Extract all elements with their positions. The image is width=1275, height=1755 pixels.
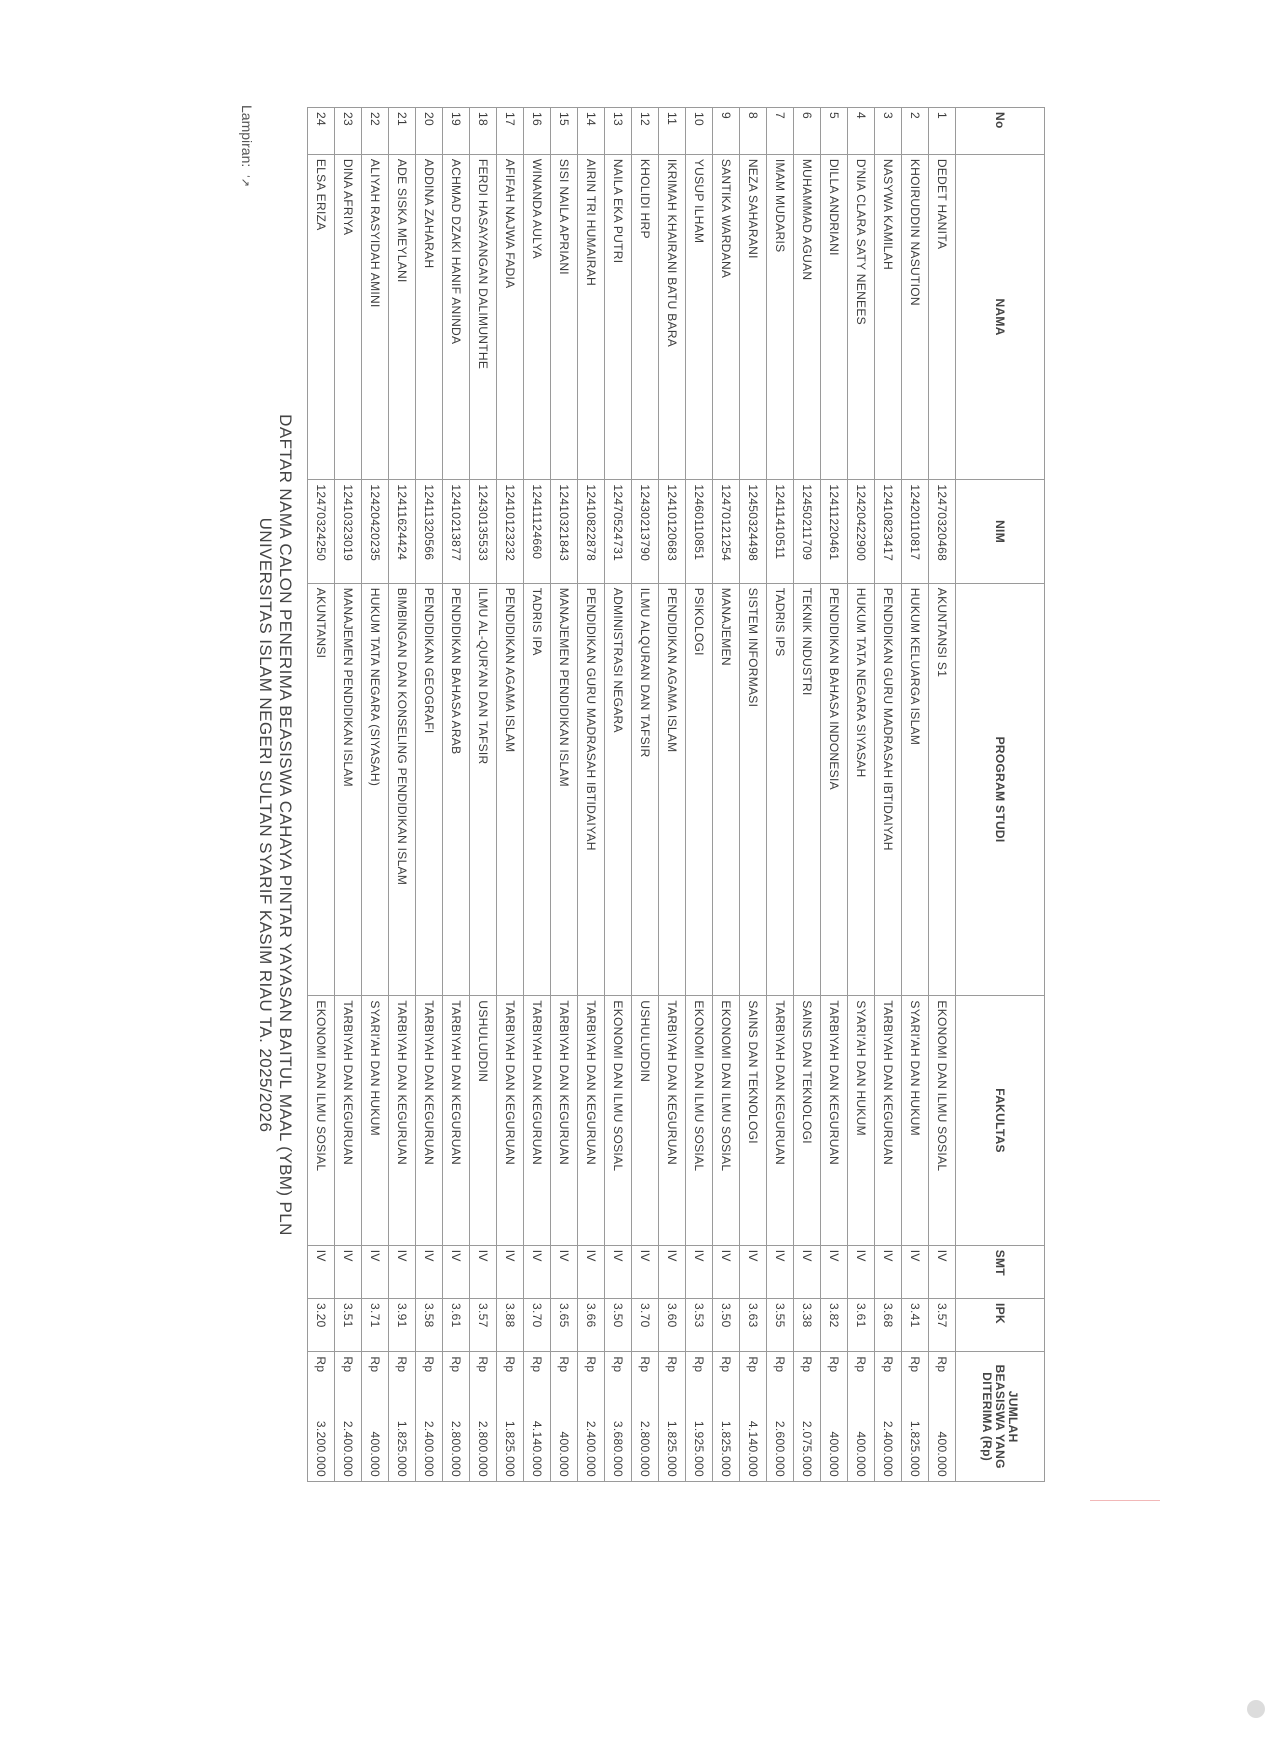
currency-label: Rp xyxy=(935,1356,949,1373)
cell-smt: IV xyxy=(497,1245,524,1298)
currency-label: Rp xyxy=(665,1356,679,1373)
table-body xyxy=(308,108,956,1482)
cell-smt: IV xyxy=(470,1245,497,1298)
amount-value: 1.825.000 xyxy=(719,1420,733,1477)
table-row xyxy=(443,108,470,1482)
cell-ipk: 3.20 xyxy=(308,1299,335,1352)
cell-program-studi: MANAJEMEN xyxy=(713,583,740,996)
cell-nim: 12410123232 xyxy=(497,480,524,583)
header-fakultas: FAKULTAS xyxy=(956,996,1045,1245)
currency-label: Rp xyxy=(773,1356,787,1373)
amount-value: 1.925.000 xyxy=(692,1420,706,1477)
cell-smt: IV xyxy=(740,1245,767,1298)
cell-no: 20 xyxy=(416,108,443,155)
cell-fakultas: SYARI'AH DAN HUKUM xyxy=(902,996,929,1245)
table-row xyxy=(578,108,605,1482)
cell-smt: IV xyxy=(659,1245,686,1298)
currency-label: Rp xyxy=(449,1356,463,1373)
cell-smt: IV xyxy=(929,1245,956,1298)
cell-nim: 12420110817 xyxy=(902,480,929,583)
cell-jumlah xyxy=(470,1352,497,1482)
cell-nama: WINANDA AULYA xyxy=(524,154,551,480)
cell-ipk: 3.50 xyxy=(605,1299,632,1352)
cell-nama: ADE SISKA MEYLANI xyxy=(389,154,416,480)
cell-fakultas: USHULUDDIN xyxy=(470,996,497,1245)
currency-label: Rp xyxy=(638,1356,652,1373)
amount-value: 2.400.000 xyxy=(881,1420,895,1477)
cell-ipk: 3.82 xyxy=(821,1299,848,1352)
cell-ipk: 3.70 xyxy=(632,1299,659,1352)
cell-program-studi: PSIKOLOGI xyxy=(686,583,713,996)
cell-ipk: 3.91 xyxy=(389,1299,416,1352)
cell-program-studi: ILMU AL-QUR'AN DAN TAFSIR xyxy=(470,583,497,996)
cell-program-studi: TADRIS IPA xyxy=(524,583,551,996)
table-row xyxy=(551,108,578,1482)
cell-program-studi: PENDIDIKAN GURU MADRASAH IBTIDAIYAH xyxy=(578,583,605,996)
cell-jumlah xyxy=(821,1352,848,1482)
cell-nim: 12410323019 xyxy=(335,480,362,583)
cell-no: 24 xyxy=(308,108,335,155)
cell-jumlah xyxy=(659,1352,686,1482)
cell-nama: ACHMAD DZAKI HANIF ANINDA xyxy=(443,154,470,480)
cell-jumlah xyxy=(578,1352,605,1482)
cell-program-studi: ADMINISTRASI NEGARA xyxy=(605,583,632,996)
currency-label: Rp xyxy=(368,1356,382,1373)
cell-fakultas: TARBIYAH DAN KEGURUAN xyxy=(551,996,578,1245)
cell-nama: FERDI HASAYANGAN DALIMUNTHE xyxy=(470,154,497,480)
cell-smt: IV xyxy=(416,1245,443,1298)
cell-ipk: 3.51 xyxy=(335,1299,362,1352)
cell-no: 9 xyxy=(713,108,740,155)
cell-program-studi: HUKUM KELUARGA ISLAM xyxy=(902,583,929,996)
table-row xyxy=(389,108,416,1482)
cell-nama: ALIYAH RASYIDAH AMINI xyxy=(362,154,389,480)
cell-program-studi: PENDIDIKAN AGAMA ISLAM xyxy=(497,583,524,996)
currency-label: Rp xyxy=(908,1356,922,1373)
table-row xyxy=(821,108,848,1482)
cell-jumlah xyxy=(875,1352,902,1482)
cell-fakultas: SAINS DAN TEKNOLOGI xyxy=(740,996,767,1245)
currency-label: Rp xyxy=(557,1356,571,1373)
cell-program-studi: PENDIDIKAN GEOGRAFI xyxy=(416,583,443,996)
cell-fakultas: EKONOMI DAN ILMU SOSIAL xyxy=(605,996,632,1245)
cell-smt: IV xyxy=(713,1245,740,1298)
cell-smt: IV xyxy=(524,1245,551,1298)
currency-label: Rp xyxy=(584,1356,598,1373)
table-row xyxy=(902,108,929,1482)
cell-nama: SISI NAILA APRIANI xyxy=(551,154,578,480)
cell-fakultas: EKONOMI DAN ILMU SOSIAL xyxy=(713,996,740,1245)
cell-program-studi: TEKNIK INDUSTRI xyxy=(794,583,821,996)
cell-jumlah xyxy=(848,1352,875,1482)
table-row xyxy=(848,108,875,1482)
red-mark xyxy=(1090,1500,1160,1501)
cell-fakultas: TARBIYAH DAN KEGURUAN xyxy=(524,996,551,1245)
cell-fakultas: SYARI'AH DAN HUKUM xyxy=(362,996,389,1245)
cell-jumlah xyxy=(416,1352,443,1482)
cell-nim: 12410321843 xyxy=(551,480,578,583)
amount-value: 400.000 xyxy=(368,1431,382,1477)
cell-program-studi: HUKUM TATA NEGARA (SIYASAH) xyxy=(362,583,389,996)
cell-program-studi: MANAJEMEN PENDIDIKAN ISLAM xyxy=(335,583,362,996)
cell-nama: KHOIRUDDIN NASUTION xyxy=(902,154,929,480)
cell-no: 21 xyxy=(389,108,416,155)
cell-smt: IV xyxy=(902,1245,929,1298)
cell-jumlah xyxy=(605,1352,632,1482)
table-row xyxy=(767,108,794,1482)
lampiran-label xyxy=(239,105,255,187)
table-row xyxy=(362,108,389,1482)
cell-program-studi: TADRIS IPS xyxy=(767,583,794,996)
cell-nim: 12411320566 xyxy=(416,480,443,583)
cell-no: 5 xyxy=(821,108,848,155)
cell-smt: IV xyxy=(362,1245,389,1298)
table-row xyxy=(929,108,956,1482)
cell-no: 11 xyxy=(659,108,686,155)
table-row xyxy=(605,108,632,1482)
cell-fakultas: EKONOMI DAN ILMU SOSIAL xyxy=(308,996,335,1245)
cell-fakultas: USHULUDDIN xyxy=(632,996,659,1245)
amount-value: 400.000 xyxy=(557,1431,571,1477)
cell-smt: IV xyxy=(551,1245,578,1298)
cell-nim: 12430135533 xyxy=(470,480,497,583)
cell-program-studi: HUKUM TATA NEGARA SIYASAH xyxy=(848,583,875,996)
cell-fakultas: SYARI'AH DAN HUKUM xyxy=(848,996,875,1245)
cell-fakultas: SAINS DAN TEKNOLOGI xyxy=(794,996,821,1245)
lampiran-text: Lampiran: xyxy=(239,105,255,168)
cell-ipk: 3.58 xyxy=(416,1299,443,1352)
amount-value: 1.825.000 xyxy=(908,1420,922,1477)
cell-smt: IV xyxy=(632,1245,659,1298)
cell-program-studi: MANAJEMEN PENDIDIKAN ISLAM xyxy=(551,583,578,996)
table-row xyxy=(308,108,335,1482)
amount-value: 4.140.000 xyxy=(746,1420,760,1477)
cell-nim: 12420420235 xyxy=(362,480,389,583)
cell-smt: IV xyxy=(848,1245,875,1298)
cell-jumlah xyxy=(362,1352,389,1482)
cell-jumlah xyxy=(713,1352,740,1482)
cell-smt: IV xyxy=(578,1245,605,1298)
cell-smt: IV xyxy=(308,1245,335,1298)
table-row xyxy=(632,108,659,1482)
currency-label: Rp xyxy=(854,1356,868,1373)
document-title-line1: DAFTAR NAMA CALON PENERIMA BEASISWA CAHAYA PINTAR YAYASAN BAITUL MAAL (YBM) PLN xyxy=(276,414,295,1236)
currency-label: Rp xyxy=(314,1356,328,1373)
cell-nim: 12470524731 xyxy=(605,480,632,583)
amount-value: 2.400.000 xyxy=(584,1420,598,1477)
amount-value: 2.800.000 xyxy=(638,1420,652,1477)
cell-ipk: 3.57 xyxy=(470,1299,497,1352)
table-row xyxy=(794,108,821,1482)
cell-nim: 12470121254 xyxy=(713,480,740,583)
currency-label: Rp xyxy=(422,1356,436,1373)
cell-nim: 12410213877 xyxy=(443,480,470,583)
cell-jumlah xyxy=(335,1352,362,1482)
cell-smt: IV xyxy=(389,1245,416,1298)
amount-value: 400.000 xyxy=(854,1431,868,1477)
cell-program-studi: AKUNTANSI xyxy=(308,583,335,996)
amount-value: 3.680.000 xyxy=(611,1420,625,1477)
cell-no: 13 xyxy=(605,108,632,155)
header-jumlah: JUMLAH BEASISWA YANG DITERIMA (Rp) xyxy=(956,1352,1045,1482)
table-row xyxy=(335,108,362,1482)
cell-jumlah xyxy=(632,1352,659,1482)
cell-ipk: 3.88 xyxy=(497,1299,524,1352)
cell-nim: 12470320468 xyxy=(929,480,956,583)
cell-smt: IV xyxy=(605,1245,632,1298)
cell-program-studi: SISTEM INFORMASI xyxy=(740,583,767,996)
table-row xyxy=(416,108,443,1482)
cell-no: 2 xyxy=(902,108,929,155)
cell-fakultas: TARBIYAH DAN KEGURUAN xyxy=(659,996,686,1245)
cell-nim: 12460110851 xyxy=(686,480,713,583)
cell-nim: 12411124660 xyxy=(524,480,551,583)
cell-ipk: 3.57 xyxy=(929,1299,956,1352)
cell-nama: ELSA ERIZA xyxy=(308,154,335,480)
cell-no: 12 xyxy=(632,108,659,155)
scholarship-table xyxy=(307,107,1045,1482)
handwritten-mark: ʻ↗ xyxy=(239,175,251,187)
cell-nama: SANTIKA WARDANA xyxy=(713,154,740,480)
cell-ipk: 3.38 xyxy=(794,1299,821,1352)
cell-jumlah xyxy=(308,1352,335,1482)
cell-ipk: 3.50 xyxy=(713,1299,740,1352)
currency-label: Rp xyxy=(827,1356,841,1373)
currency-label: Rp xyxy=(746,1356,760,1373)
cell-nama: DEDET HANITA xyxy=(929,154,956,480)
cell-no: 23 xyxy=(335,108,362,155)
currency-label: Rp xyxy=(719,1356,733,1373)
cell-no: 1 xyxy=(929,108,956,155)
amount-value: 4.140.000 xyxy=(530,1420,544,1477)
table-header-row xyxy=(956,108,1045,1482)
cell-jumlah xyxy=(929,1352,956,1482)
document-title-line2: UNIVERSITAS ISLAM NEGERI SULTAN SYARIF KASIM RIAU TA. 2025/2026 xyxy=(256,517,275,1133)
header-ipk: IPK xyxy=(956,1299,1045,1352)
table-row xyxy=(686,108,713,1482)
currency-label: Rp xyxy=(341,1356,355,1373)
cell-smt: IV xyxy=(767,1245,794,1298)
currency-label: Rp xyxy=(395,1356,409,1373)
amount-value: 400.000 xyxy=(827,1431,841,1477)
cell-ipk: 3.68 xyxy=(875,1299,902,1352)
currency-label: Rp xyxy=(476,1356,490,1373)
cell-ipk: 3.41 xyxy=(902,1299,929,1352)
cell-nama: NAILA EKA PUTRI xyxy=(605,154,632,480)
cell-ipk: 3.53 xyxy=(686,1299,713,1352)
cell-jumlah xyxy=(767,1352,794,1482)
cell-nim: 12411220461 xyxy=(821,480,848,583)
cell-jumlah xyxy=(443,1352,470,1482)
cell-nama: DILLA ANDRIANI xyxy=(821,154,848,480)
cell-nim: 12410822878 xyxy=(578,480,605,583)
scan-smudge xyxy=(1247,1700,1265,1718)
cell-smt: IV xyxy=(875,1245,902,1298)
cell-smt: IV xyxy=(686,1245,713,1298)
cell-jumlah xyxy=(524,1352,551,1482)
table-row xyxy=(740,108,767,1482)
cell-fakultas: EKONOMI DAN ILMU SOSIAL xyxy=(929,996,956,1245)
cell-nama: D'NIA CLARA SATY NENEES xyxy=(848,154,875,480)
table-row xyxy=(524,108,551,1482)
cell-nim: 12411624424 xyxy=(389,480,416,583)
cell-no: 8 xyxy=(740,108,767,155)
cell-program-studi: BIMBINGAN DAN KONSELING PENDIDIKAN ISLAM xyxy=(389,583,416,996)
header-nama: NAMA xyxy=(956,154,1045,480)
amount-value: 2.075.000 xyxy=(800,1420,814,1477)
cell-ipk: 3.61 xyxy=(443,1299,470,1352)
cell-jumlah xyxy=(794,1352,821,1482)
cell-ipk: 3.70 xyxy=(524,1299,551,1352)
currency-label: Rp xyxy=(881,1356,895,1373)
cell-no: 4 xyxy=(848,108,875,155)
cell-smt: IV xyxy=(335,1245,362,1298)
cell-nama: KHOLIDI HRP xyxy=(632,154,659,480)
currency-label: Rp xyxy=(530,1356,544,1373)
cell-program-studi: PENDIDIKAN BAHASA INDONESIA xyxy=(821,583,848,996)
cell-no: 14 xyxy=(578,108,605,155)
cell-no: 22 xyxy=(362,108,389,155)
currency-label: Rp xyxy=(503,1356,517,1373)
cell-jumlah xyxy=(686,1352,713,1482)
cell-nama: DINA AFRIYA xyxy=(335,154,362,480)
cell-fakultas: TARBIYAH DAN KEGURUAN xyxy=(497,996,524,1245)
amount-value: 2.800.000 xyxy=(476,1420,490,1477)
amount-value: 2.600.000 xyxy=(773,1420,787,1477)
cell-jumlah xyxy=(902,1352,929,1482)
table-row xyxy=(713,108,740,1482)
cell-no: 16 xyxy=(524,108,551,155)
cell-nim: 12470324250 xyxy=(308,480,335,583)
amount-value: 1.825.000 xyxy=(395,1420,409,1477)
table-row xyxy=(470,108,497,1482)
cell-nama: AFIFAH NAJWA FADIA xyxy=(497,154,524,480)
cell-ipk: 3.65 xyxy=(551,1299,578,1352)
cell-nama: IMAM MUDARIS xyxy=(767,154,794,480)
cell-nim: 12420422900 xyxy=(848,480,875,583)
cell-nama: AIRIN TRI HUMAIRAH xyxy=(578,154,605,480)
amount-value: 3.200.000 xyxy=(314,1420,328,1477)
cell-nim: 12450211709 xyxy=(794,480,821,583)
cell-fakultas: TARBIYAH DAN KEGURUAN xyxy=(416,996,443,1245)
amount-value: 2.800.000 xyxy=(449,1420,463,1477)
cell-nama: MUHAMMAD AGUAN xyxy=(794,154,821,480)
cell-nama: IKRIMAH KHAIRANI BATU BARA xyxy=(659,154,686,480)
cell-nim: 12450324498 xyxy=(740,480,767,583)
cell-jumlah xyxy=(740,1352,767,1482)
cell-nim: 12410120683 xyxy=(659,480,686,583)
amount-value: 2.400.000 xyxy=(341,1420,355,1477)
cell-fakultas: TARBIYAH DAN KEGURUAN xyxy=(443,996,470,1245)
cell-smt: IV xyxy=(443,1245,470,1298)
cell-program-studi: PENDIDIKAN AGAMA ISLAM xyxy=(659,583,686,996)
currency-label: Rp xyxy=(800,1356,814,1373)
cell-nim: 12430213790 xyxy=(632,480,659,583)
cell-no: 18 xyxy=(470,108,497,155)
cell-no: 7 xyxy=(767,108,794,155)
cell-fakultas: TARBIYAH DAN KEGURUAN xyxy=(389,996,416,1245)
cell-program-studi: PENDIDIKAN BAHASA ARAB xyxy=(443,583,470,996)
amount-value: 400.000 xyxy=(935,1431,949,1477)
cell-no: 17 xyxy=(497,108,524,155)
cell-nama: ADDINA ZAHARAH xyxy=(416,154,443,480)
cell-nama: NASYWA KAMILAH xyxy=(875,154,902,480)
cell-no: 3 xyxy=(875,108,902,155)
amount-value: 1.825.000 xyxy=(503,1420,517,1477)
cell-smt: IV xyxy=(821,1245,848,1298)
cell-program-studi: AKUNTANSI S1 xyxy=(929,583,956,996)
cell-fakultas: EKONOMI DAN ILMU SOSIAL xyxy=(686,996,713,1245)
cell-jumlah xyxy=(389,1352,416,1482)
cell-nama: NEZA SAHARANI xyxy=(740,154,767,480)
cell-program-studi: PENDIDIKAN GURU MADRASAH IBTIDAIYAH xyxy=(875,583,902,996)
cell-fakultas: TARBIYAH DAN KEGURUAN xyxy=(578,996,605,1245)
cell-jumlah xyxy=(497,1352,524,1482)
cell-program-studi: ILMU ALQURAN DAN TAFSIR xyxy=(632,583,659,996)
cell-nim: 12411410511 xyxy=(767,480,794,583)
cell-ipk: 3.55 xyxy=(767,1299,794,1352)
cell-fakultas: TARBIYAH DAN KEGURUAN xyxy=(821,996,848,1245)
cell-jumlah xyxy=(551,1352,578,1482)
currency-label: Rp xyxy=(692,1356,706,1373)
header-no: No xyxy=(956,108,1045,155)
cell-no: 15 xyxy=(551,108,578,155)
cell-fakultas: TARBIYAH DAN KEGURUAN xyxy=(875,996,902,1245)
amount-value: 1.825.000 xyxy=(665,1420,679,1477)
cell-no: 10 xyxy=(686,108,713,155)
cell-nim: 12410823417 xyxy=(875,480,902,583)
cell-ipk: 3.71 xyxy=(362,1299,389,1352)
cell-smt: IV xyxy=(794,1245,821,1298)
cell-ipk: 3.63 xyxy=(740,1299,767,1352)
header-program-studi: PROGRAM STUDI xyxy=(956,583,1045,996)
cell-no: 19 xyxy=(443,108,470,155)
table-row xyxy=(497,108,524,1482)
header-smt: SMT xyxy=(956,1245,1045,1298)
currency-label: Rp xyxy=(611,1356,625,1373)
cell-no: 6 xyxy=(794,108,821,155)
cell-ipk: 3.66 xyxy=(578,1299,605,1352)
amount-value: 2.400.000 xyxy=(422,1420,436,1477)
cell-nama: YUSUP ILHAM xyxy=(686,154,713,480)
header-nim: NIM xyxy=(956,480,1045,583)
cell-ipk: 3.60 xyxy=(659,1299,686,1352)
cell-ipk: 3.61 xyxy=(848,1299,875,1352)
table-row xyxy=(659,108,686,1482)
cell-fakultas: TARBIYAH DAN KEGURUAN xyxy=(767,996,794,1245)
table-row xyxy=(875,108,902,1482)
cell-fakultas: TARBIYAH DAN KEGURUAN xyxy=(335,996,362,1245)
